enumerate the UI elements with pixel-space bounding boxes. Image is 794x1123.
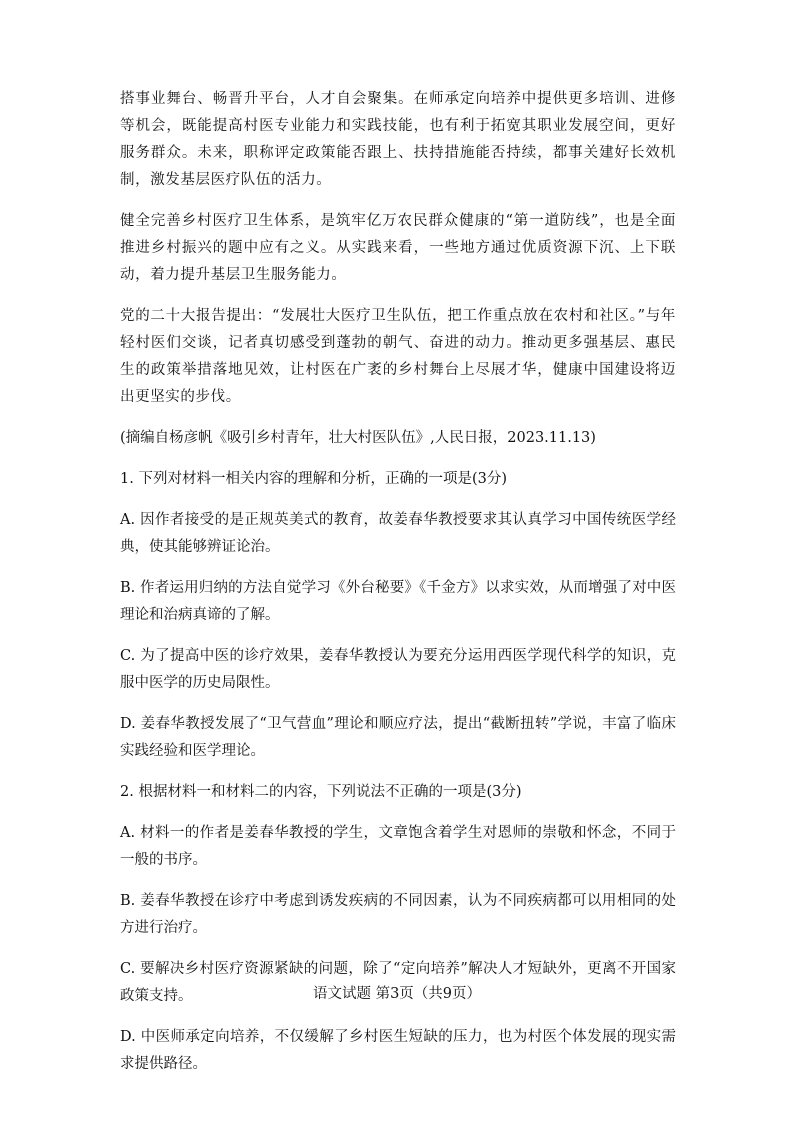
question-1-option-a: A. 因作者接受的是正规英美式的教育，故姜春华教授要求其认真学习中国传统医学经典，使其能够辨证论治。 xyxy=(120,512,676,555)
page-content xyxy=(120,86,676,1092)
source-citation: (摘编自杨彦帆《吸引乡村青年，壮大村医队伍》,人民日报，2023.11.13) xyxy=(120,430,596,446)
paragraph-3: 党的二十大报告提出：“发展壮大医疗卫生队伍，把工作重点放在农村和社区。”与年轻村医们交谈，记者真切感受到蓬勃的朝气、奋进的动力。推动更多强基层、惠民生的政策举措落地见效，让村医在广袤的乡村舞台上尽展才华，健康中国建设将迈出更坚实的步伐。 xyxy=(120,308,676,405)
question-1-option-d: D. 姜春华教授发展了“卫气营血”理论和顺应疗法，提出“截断扭转”学说，丰富了临床实践经验和医学理论。 xyxy=(120,716,676,759)
question-2-option-b: B. 姜春华教授在诊疗中考虑到诱发疾病的不同因素，认为不同疾病都可以用相同的处方进行治疗。 xyxy=(120,893,676,936)
paragraph-1: 搭事业舞台、畅晋升平台，人才自会聚集。在师承定向培养中提供更多培训、进修等机会，既能提高村医专业能力和实践技能，也有利于拓宽其职业发展空间，更好服务群众。未来，职称评定政策能否跟上、扶持措施能否持续，都事关建好长效机制，激发基层医疗队伍的活力。 xyxy=(120,91,676,188)
question-2-option-d: D. 中医师承定向培养，不仅缓解了乡村医生短缺的压力，也为村医个体发展的现实需求提供路径。 xyxy=(120,1029,676,1072)
question-2-stem: 2. 根据材料一和材料二的内容，下列说法不正确的一项是(3分) xyxy=(120,784,522,800)
question-1-stem: 1. 下列对材料一相关内容的理解和分析，正确的一项是(3分) xyxy=(120,471,507,487)
question-1-option-b: B. 作者运用归纳的方法自觉学习《外台秘要》《千金方》以求实效，从而增强了对中医理论和治病真谛的了解。 xyxy=(120,580,676,623)
page-footer: 语文试题 第3页（共9页） xyxy=(312,986,482,1002)
question-2-option-c: C. 要解决乡村医疗资源紧缺的问题，除了“定向培养”解决人才短缺外，更离不开国家政策支持。 xyxy=(120,961,676,1004)
question-1-option-c: C. 为了提高中医的诊疗效果，姜春华教授认为要充分运用西医学现代科学的知识，克服中医学的历史局限性。 xyxy=(120,648,676,691)
paragraph-2: 健全完善乡村医疗卫生体系，是筑牢亿万农民群众健康的“第一道防线”，也是全面推进乡村振兴的题中应有之义。从实践来看，一些地方通过优质资源下沉、上下联动，着力提升基层卫生服务能力。 xyxy=(120,213,676,283)
question-2-option-a: A. 材料一的作者是姜春华教授的学生，文章饱含着学生对恩师的崇敬和怀念，不同于一般的书序。 xyxy=(120,825,676,868)
